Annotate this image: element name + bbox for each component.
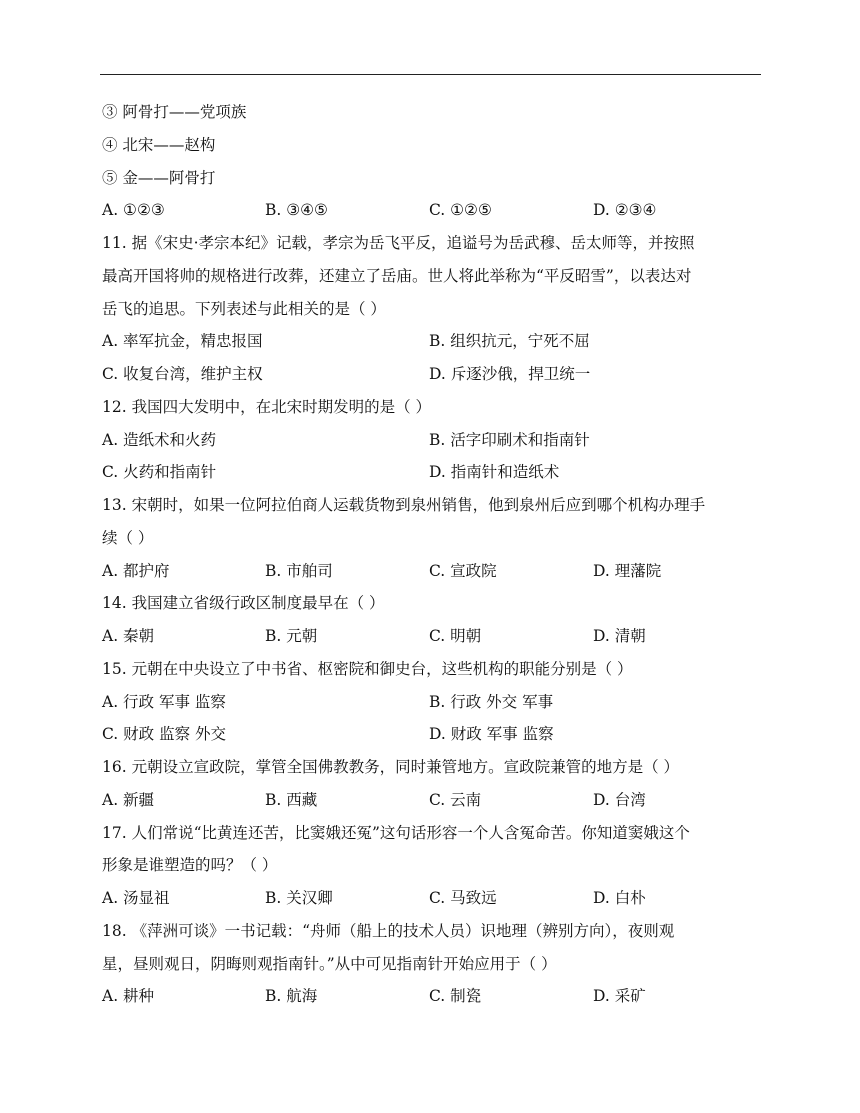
answer-option: C. 明朝 [429,627,482,645]
text-line: 17. 人们常说“比黄连还苦，比窦娥还冤”这句话形容一个人含冤命苦。你知道窦娥这个 [102,823,690,842]
option-row [102,424,767,457]
answer-option: D. 指南针和造纸术 [429,463,560,482]
answer-option: C. 火药和指南针 [102,463,217,482]
text-line: 15. 元朝在中央设立了中书省、枢密院和御史台，这些机构的职能分别是（ ） [102,659,633,678]
answer-option: D. 白朴 [593,889,646,907]
answer-option: A. ①②③ [102,201,165,220]
answer-option: D. 台湾 [593,790,646,809]
answer-option: D. 采矿 [593,987,646,1006]
option-row [102,980,767,1013]
answer-option: A. 都护府 [102,561,170,580]
option-row [102,358,767,391]
answer-option: A. 行政 军事 监察 [102,692,226,711]
answer-option: B. 航海 [265,987,318,1006]
option-row [102,555,767,588]
text-line: 续（ ） [102,528,154,547]
option-row [102,620,767,653]
option-row [102,194,767,227]
answer-option: C. 马致远 [429,889,497,907]
answer-option: B. 西藏 [265,790,318,809]
text-line: 岳飞的追思。下列表述与此相关的是（ ） [102,299,386,318]
answer-option: D. 清朝 [593,627,646,645]
text-line: ④ 北宋——赵构 [102,135,216,154]
answer-option: A. 新疆 [102,790,155,809]
option-row [102,325,767,358]
answer-option: B. 关汉卿 [265,889,333,907]
answer-option: C. 宣政院 [429,561,497,580]
answer-option: A. 耕种 [102,987,155,1006]
option-row [102,718,767,751]
text-line: 最高开国将帅的规格进行改葬，还建立了岳庙。世人将此举称为“平反昭雪”，以表达对 [102,266,692,285]
answer-option: C. 制瓷 [429,987,482,1006]
answer-option: C. ①②⑤ [429,201,492,220]
text-line: 形象是谁塑造的吗？（ ） [102,856,278,875]
text-line: 16. 元朝设立宣政院，掌管全国佛教教务，同时兼管地方。宣政院兼管的地方是（ ） [102,758,680,776]
answer-option: D. ②③④ [593,201,657,220]
answer-option: B. 组织抗元，宁死不屈 [429,332,590,351]
answer-option: B. ③④⑤ [265,201,328,220]
answer-option: C. 云南 [429,790,482,809]
answer-option: D. 理藩院 [593,561,662,580]
answer-option: A. 秦朝 [102,627,155,645]
option-row [102,882,767,915]
text-line: 11. 据《宋史·孝宗本纪》记载，孝宗为岳飞平反，追谥号为岳武穆、岳太师等，并按照 [102,234,695,252]
exam-content [102,96,767,1013]
header-rule [100,74,761,75]
answer-option: B. 活字印刷术和指南针 [429,430,590,449]
text-line: 12. 我国四大发明中，在北宋时期发明的是（ ） [102,397,432,416]
answer-option: B. 行政 外交 军事 [429,692,554,711]
answer-option: B. 元朝 [265,627,318,645]
text-line: ③ 阿骨打——党项族 [102,103,247,121]
text-line: 13. 宋朝时，如果一位阿拉伯商人运载货物到泉州销售，他到泉州后应到哪个机构办理手 [102,496,706,514]
answer-option: C. 收复台湾，维护主权 [102,365,263,383]
answer-option: C. 财政 监察 外交 [102,725,227,744]
answer-option: D. 财政 军事 监察 [429,725,554,744]
option-row [102,686,767,719]
option-row [102,456,767,489]
option-row [102,784,767,817]
text-line: 18. 《萍洲可谈》一书记载：“舟师（船上的技术人员）识地理（辨别方向），夜则观 [102,921,675,940]
text-line: 14. 我国建立省级行政区制度最早在（ ） [102,594,385,613]
answer-option: B. 市舶司 [265,561,333,580]
answer-option: A. 汤显祖 [102,889,170,907]
answer-option: A. 率军抗金，精忠报国 [102,332,263,351]
text-line: 星，昼则观日，阴晦则观指南针。”从中可见指南针开始应用于（ ） [102,954,557,973]
text-line: ⑤ 金——阿骨打 [102,168,216,187]
answer-option: A. 造纸术和火药 [102,430,217,449]
answer-option: D. 斥逐沙俄，捍卫统一 [429,365,591,383]
